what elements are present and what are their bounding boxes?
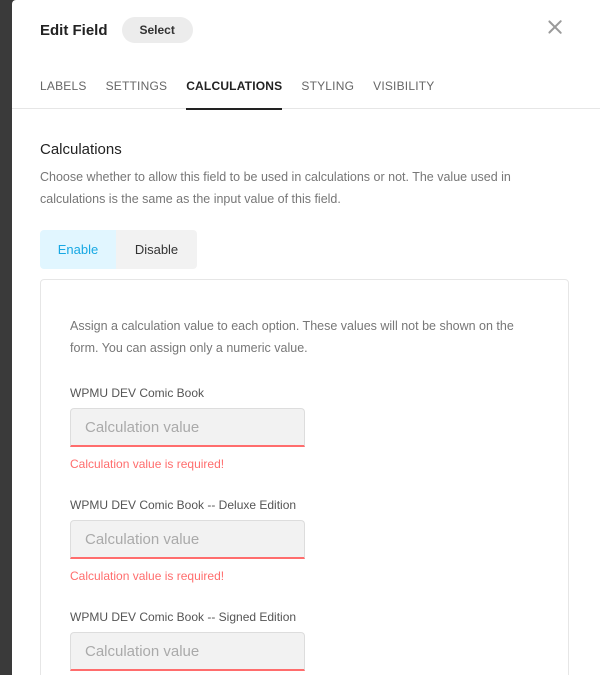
tab-settings[interactable]: SETTINGS bbox=[105, 79, 168, 93]
calculations-toggle bbox=[40, 230, 197, 269]
select-button[interactable]: Select bbox=[122, 17, 193, 43]
modal-header bbox=[12, 0, 600, 60]
calculation-value-input[interactable] bbox=[70, 520, 305, 559]
tab-labels[interactable]: LABELS bbox=[40, 79, 87, 93]
calculation-value-input[interactable] bbox=[70, 632, 305, 671]
option-row bbox=[70, 386, 539, 471]
section-title: Calculations bbox=[40, 141, 122, 158]
disable-button[interactable]: Disable bbox=[116, 230, 197, 269]
modal-title: Edit Field bbox=[40, 21, 108, 39]
tab-styling[interactable]: STYLING bbox=[301, 79, 355, 93]
tab-calculations[interactable]: CALCULATIONS bbox=[186, 60, 282, 109]
calculation-values-box bbox=[40, 279, 569, 675]
calculation-value-input[interactable] bbox=[70, 408, 305, 447]
calculations-panel bbox=[12, 109, 600, 675]
option-label: WPMU DEV Comic Book -- Deluxe Edition bbox=[70, 498, 297, 512]
enable-button[interactable]: Enable bbox=[40, 230, 116, 269]
option-row bbox=[70, 610, 539, 671]
option-label: WPMU DEV Comic Book bbox=[70, 386, 205, 400]
error-message: Calculation value is required! bbox=[70, 457, 225, 471]
option-label: WPMU DEV Comic Book -- Signed Edition bbox=[70, 610, 297, 624]
close-icon[interactable] bbox=[548, 20, 562, 34]
option-row bbox=[70, 498, 539, 583]
tab-bar bbox=[12, 60, 600, 109]
section-description: Choose whether to allow this field to be used in calculations or not. The value used in calculations is the same as the input value of this field. bbox=[40, 170, 511, 206]
box-description: Assign a calculation value to each option. These values will not be shown on the form. You can assign only a numeric value. bbox=[70, 319, 514, 355]
tab-visibility[interactable]: VISIBILITY bbox=[373, 79, 435, 93]
edit-field-modal bbox=[12, 0, 600, 675]
error-message: Calculation value is required! bbox=[70, 569, 225, 583]
